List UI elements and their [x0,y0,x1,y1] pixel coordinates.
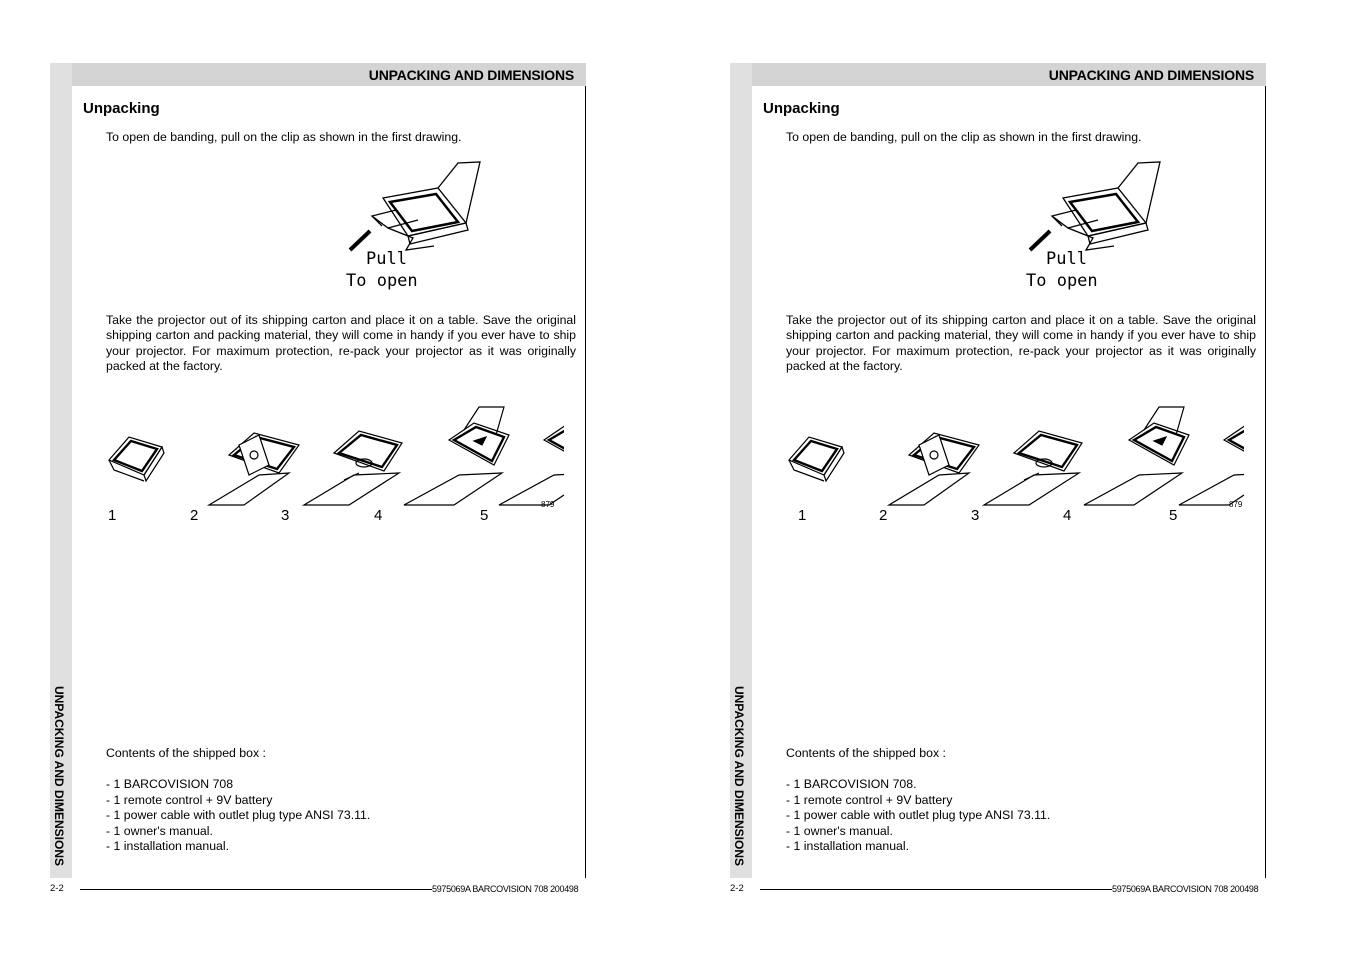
footer-rule [80,889,432,890]
step-label-2: 2 [190,507,199,524]
page-number: 2-2 [50,883,64,894]
step-label-4: 4 [1063,507,1072,524]
list-item: - 1 installation manual. [786,839,910,853]
header-bar [752,63,1266,86]
contents-list [106,777,370,855]
list-item: - 1 power cable with outlet plug type ANSI 73.11. [786,808,1051,822]
step-label-3: 3 [971,507,980,524]
figure-code: 879 [1229,500,1243,509]
intro-text: To open de banding, pull on the clip as shown in the first drawing. [786,130,1142,144]
list-item: - 1 power cable with outlet plug type ANSI 73.11. [106,808,371,822]
footer-rule [760,889,1112,890]
figure-code: 879 [541,500,555,509]
frame-border [1265,86,1266,878]
section-title: Unpacking [83,100,160,117]
pull-label: Pull [1046,249,1087,269]
step-label-5: 5 [1169,507,1178,524]
page-number: 2-2 [730,883,744,894]
pull-to-open-illustration [968,158,1168,298]
list-item: - 1 installation manual. [106,839,230,853]
section-title: Unpacking [763,100,840,117]
header-bar [72,63,586,86]
manual-page-right [728,0,1328,954]
unpack-paragraph: Take the projector out of its shipping carton and place it on a table. Save the original shipping carton and packing material, they will come in handy if you ever have to ship your projector. For maximum protection, re-pack your projector as it was originally packed at the factory. [786,313,1256,373]
list-item: - 1 remote control + 9V battery [106,792,273,807]
frame-border [585,86,586,878]
document-code: 5975069A BARCOVISION 708 200498 [1112,884,1259,894]
side-tab-title [732,686,746,876]
to-open-label: To open [346,271,418,291]
step-label-3: 3 [281,507,290,524]
step-label-2: 2 [879,507,888,524]
list-item: - 1 owner's manual. [786,823,893,838]
contents-heading: Contents of the shipped box : [786,746,946,760]
side-tab-label: UNPACKING AND DIMENSIONS [52,686,66,867]
side-tab-title [52,686,66,876]
side-tab-label: UNPACKING AND DIMENSIONS [732,686,746,867]
pull-to-open-illustration [288,158,488,298]
list-item: - 1 BARCOVISION 708 [106,777,234,791]
step-label-1: 1 [798,507,807,524]
contents-list [786,777,1050,855]
list-item: - 1 owner's manual. [106,823,213,838]
step-label-1: 1 [108,507,117,524]
contents-heading: Contents of the shipped box : [106,746,266,760]
header-title: UNPACKING AND DIMENSIONS [368,67,574,83]
document-code: 5975069A BARCOVISION 708 200498 [432,884,579,894]
list-item: - 1 remote control + 9V battery [786,792,953,807]
to-open-label: To open [1026,271,1098,291]
unpacking-steps-illustration [104,405,564,530]
pull-label: Pull [366,249,407,269]
manual-page-left [48,0,648,954]
header-title: UNPACKING AND DIMENSIONS [1048,67,1254,83]
intro-text: To open de banding, pull on the clip as shown in the first drawing. [106,130,462,144]
unpack-paragraph: Take the projector out of its shipping carton and place it on a table. Save the original shipping carton and packing material, they will come in handy if you ever have to ship your projector. For maximum protection, re-pack your projector as it was originally packed at the factory. [106,313,576,373]
step-label-5: 5 [480,507,489,524]
step-label-4: 4 [374,507,383,524]
list-item: - 1 BARCOVISION 708. [786,777,917,791]
